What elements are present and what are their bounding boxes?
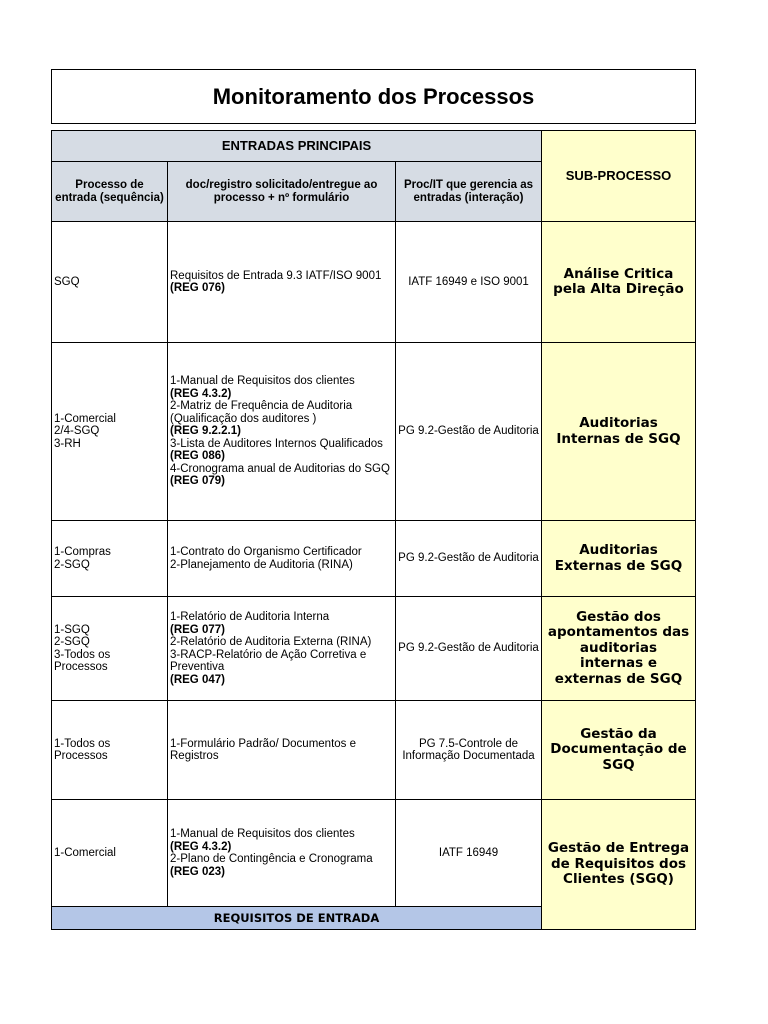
cell-proc-it: PG 9.2-Gestão de Auditoria [396,521,542,597]
doc-line: Requisitos de Entrada 9.3 IATF/ISO 9001 [170,269,382,282]
cell-proc-it: PG 9.2-Gestão de Auditoria [396,597,542,701]
cell-processo [52,597,168,701]
processo-line: 1-Todos os [54,737,111,750]
header-sub-processo: SUB-PROCESSO [542,131,695,222]
cell-processo [52,800,168,907]
cell-sub-processo: Gestão de Entrega de Requisitos dos Clientes (SGQ) [542,800,695,929]
cell-sub-processo: Gestão dos apontamentos das auditorias internas e externas de SGQ [542,597,695,701]
processo-line: 1-Comercial [54,846,116,859]
doc-line: (Qualificação dos auditores ) [170,412,317,425]
doc-line: 1-Formulário Padrão/ Documentos e [170,737,356,750]
cell-doc [168,343,396,521]
processo-line: Processos [54,750,108,762]
header-processo-entrada: Processo de entrada (sequência) [52,162,168,222]
doc-line: 2-Planejamento de Auditoria (RINA) [170,558,353,571]
doc-reg-code: (REG 077) [170,623,225,636]
doc-line: 2-Plano de Contingência e Cronograma [170,853,373,865]
processo-line: SGQ [54,275,80,288]
cell-doc [168,701,396,800]
processo-line: Processos [54,661,108,673]
cell-proc-it: PG 7.5-Controle de Informação Documentada [396,701,542,800]
doc-line: 1-Contrato do Organismo Certificador [170,546,362,558]
cell-processo [52,521,168,597]
process-grid [52,131,695,929]
process-table [51,130,696,930]
cell-processo [52,343,168,521]
cell-doc [168,597,396,701]
footer-requisitos-entrada: REQUISITOS DE ENTRADA [52,907,542,929]
processo-line: 2-SGQ [54,636,90,648]
doc-reg-code: (REG 086) [170,450,225,463]
processo-line: 1-Compras [54,546,111,558]
cell-sub-processo: Auditorias Externas de SGQ [542,521,695,597]
doc-reg-code: (REG 4.3.2) [170,387,232,400]
doc-reg-code: (REG 4.3.2) [170,840,232,853]
cell-proc-it: IATF 16949 [396,800,542,907]
page-title: Monitoramento dos Processos [212,83,535,109]
cell-sub-processo: Análise Critica pela Alta Direção [542,222,695,343]
cell-doc [168,800,396,907]
processo-line: 1-Comercial [54,412,116,425]
doc-line: 2-Relatório de Auditoria Externa (RINA) [170,636,372,648]
processo-line: 3-Todos os [54,648,111,661]
doc-line: Preventiva [170,661,225,673]
header-doc-registro: doc/registro solicitado/entregue ao processo + nº formulário [168,162,396,222]
processo-line: 3-RH [54,437,81,450]
doc-line: 1-Manual de Requisitos dos clientes [170,828,355,840]
header-entradas-principais: ENTRADAS PRINCIPAIS [52,131,542,162]
doc-reg-code: (REG 079) [170,475,225,488]
doc-reg-code: (REG 047) [170,673,225,686]
cell-sub-processo: Auditorias Internas de SGQ [542,343,695,521]
cell-sub-processo: Gestão da Documentação de SGQ [542,701,695,800]
cell-processo [52,222,168,343]
doc-line: 1-Relatório de Auditoria Interna [170,611,330,623]
doc-line: Registros [170,750,219,762]
doc-line: 3-Lista de Auditores Internos Qualificados [170,437,383,450]
doc-reg-code: (REG 9.2.2.1) [170,425,241,438]
doc-line: 4-Cronograma anual de Auditorias do SGQ [170,462,390,475]
processo-line: 1-SGQ [54,623,90,636]
cell-doc [168,222,396,343]
cell-processo [52,701,168,800]
doc-line: 1-Manual de Requisitos dos clientes [170,375,355,388]
header-proc-it: Proc/IT que gerencia as entradas (interação) [396,162,542,222]
doc-reg-code: (REG 023) [170,865,225,878]
processo-line: 2/4-SGQ [54,425,100,438]
doc-line: 3-RACP-Relatório de Ação Corretiva e [170,648,367,661]
cell-doc [168,521,396,597]
cell-proc-it: PG 9.2-Gestão de Auditoria [396,343,542,521]
processo-line: 2-SGQ [54,558,90,571]
cell-proc-it: IATF 16949 e ISO 9001 [396,222,542,343]
title-box [51,69,696,124]
doc-reg-code: (REG 076) [170,282,225,294]
doc-line: 2-Matriz de Frequência de Auditoria [170,400,353,413]
